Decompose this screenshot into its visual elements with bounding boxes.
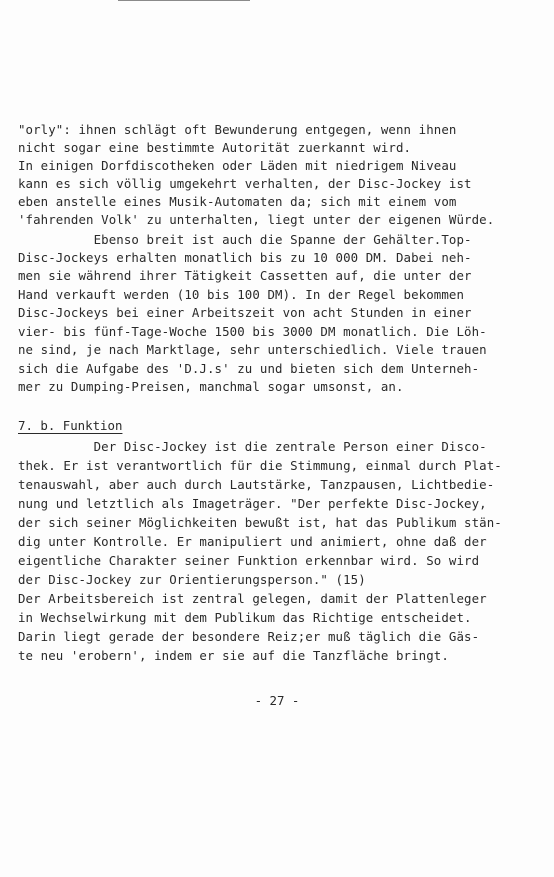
text-line: in Wechselwirkung mit dem Publikum das Richtige entscheidet. bbox=[18, 610, 472, 625]
page-number: - 27 - bbox=[254, 693, 300, 708]
text-line: 'fahrenden Volk' zu unterhalten, liegt unter der eigenen Würde. bbox=[18, 212, 495, 227]
text-line: Ebenso breit ist auch die Spanne der Gehälter.Top- bbox=[18, 232, 472, 247]
text-line: eben anstelle eines Musik-Automaten da; sich mit einem vom bbox=[18, 194, 457, 209]
text-line: dig unter Kontrolle. Er manipuliert und animiert, ohne daß der bbox=[18, 534, 487, 549]
text-line: kann es sich völlig umgekehrt verhalten, der Disc-Jockey ist bbox=[18, 176, 472, 191]
text-line: thek. Er ist verantwortlich für die Stimmung, einmal durch Plat- bbox=[18, 458, 502, 473]
text-line: sich die Aufgabe des 'D.J.s' zu und bieten sich dem Unterneh- bbox=[18, 361, 480, 376]
text-line: In einigen Dorfdiscotheken oder Läden mit niedrigem Niveau bbox=[18, 158, 457, 173]
text-line: ne sind, je nach Marktlage, sehr unterschiedlich. Viele trauen bbox=[18, 342, 487, 357]
text-line: der sich seiner Möglichkeiten bewußt ist, hat das Publikum stän- bbox=[18, 515, 502, 530]
text-line: mer zu Dumping-Preisen, manchmal sogar umsonst, an. bbox=[18, 379, 404, 394]
top-rule bbox=[118, 0, 250, 1]
text-line: nicht sogar eine bestimmte Autorität zuerkannt wird. bbox=[18, 140, 412, 155]
text-line: Darin liegt gerade der besondere Reiz;er muß täglich die Gäs- bbox=[18, 629, 480, 644]
text-line: Der Arbeitsbereich ist zentral gelegen, damit der Plattenleger bbox=[18, 591, 487, 606]
text-line: der Disc-Jockey zur Orientierungsperson." (15) bbox=[18, 572, 366, 587]
text-line: "orly": ihnen schlägt oft Bewunderung entgegen, wenn ihnen bbox=[18, 122, 457, 137]
text-line: Der Disc-Jockey ist die zentrale Person einer Disco- bbox=[18, 439, 487, 454]
text-line: Hand verkauft werden (10 bis 100 DM). In der Regel bekommen bbox=[18, 287, 465, 302]
text-line: men sie während ihrer Tätigkeit Cassetten auf, die unter der bbox=[18, 268, 472, 283]
text-line: nung und letztlich als Imageträger. "Der perfekte Disc-Jockey, bbox=[18, 496, 487, 511]
text-line: vier- bis fünf-Tage-Woche 1500 bis 3000 DM monatlich. Die Löh- bbox=[18, 324, 487, 339]
text-line: eigentliche Charakter seiner Funktion erkennbar wird. So wird bbox=[18, 553, 480, 568]
section-heading: 7. b. Funktion bbox=[18, 418, 123, 433]
text-line: Disc-Jockeys erhalten monatlich bis zu 10 000 DM. Dabei neh- bbox=[18, 250, 472, 265]
text-line: te neu 'erobern', indem er sie auf die Tanzfläche bringt. bbox=[18, 648, 449, 663]
text-line: tenauswahl, aber auch durch Lautstärke, Tanzpausen, Lichtbedie- bbox=[18, 477, 495, 492]
text-line: Disc-Jockeys bei einer Arbeitszeit von acht Stunden in einer bbox=[18, 305, 472, 320]
